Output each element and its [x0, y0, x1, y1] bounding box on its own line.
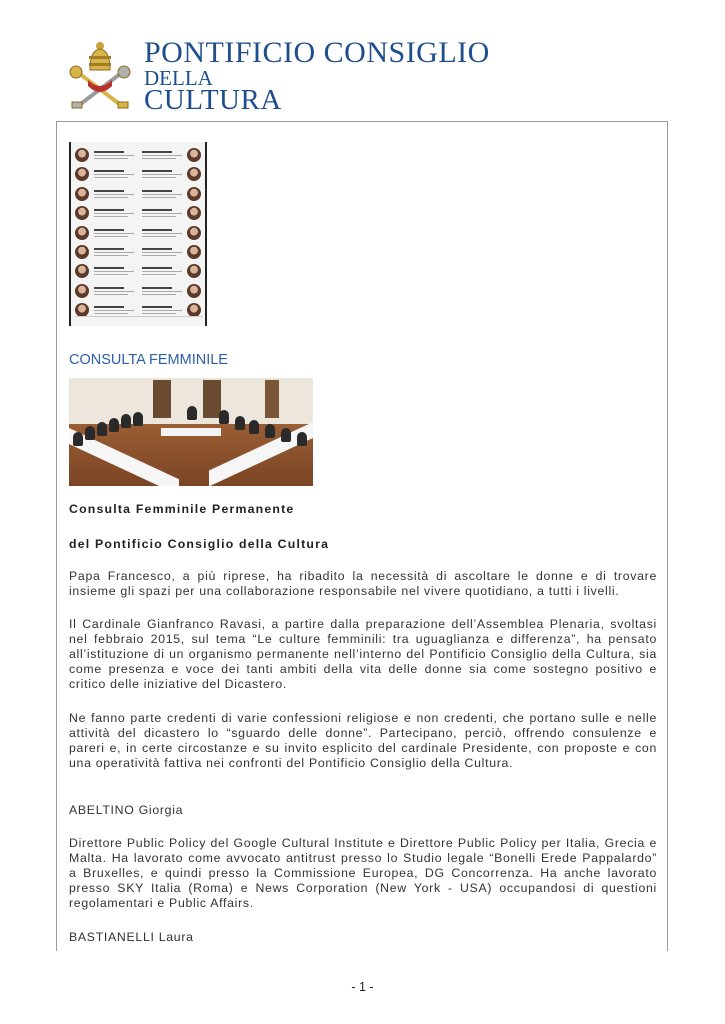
poster-text-line	[94, 252, 134, 253]
poster-text-line	[94, 190, 124, 192]
poster-text-line	[142, 313, 176, 314]
poster-text-line	[94, 197, 128, 198]
poster-text-line	[94, 158, 128, 159]
poster-text-line	[94, 151, 124, 153]
poster-row	[140, 165, 202, 184]
poster-text-line	[142, 174, 182, 175]
poster-row	[74, 185, 136, 204]
paragraph-1	[69, 569, 657, 599]
poster-text-line	[94, 306, 124, 308]
poster-row	[140, 224, 202, 243]
poster-text-line	[142, 155, 182, 156]
photo-person	[219, 410, 229, 424]
poster-text-line	[94, 216, 128, 217]
section-title: CONSULTA FEMMINILE	[69, 352, 228, 368]
poster-text-line	[142, 190, 172, 192]
photo-door	[265, 380, 279, 418]
poster-text-line	[94, 248, 124, 250]
poster-footer	[75, 316, 203, 323]
photo-painting	[203, 380, 221, 418]
poster-text-line	[142, 229, 172, 231]
photo-person	[121, 414, 131, 428]
poster-text-line	[94, 287, 124, 289]
poster-text-line	[142, 252, 182, 253]
photo-person	[85, 426, 95, 440]
portrait-thumbnail	[187, 284, 201, 298]
portrait-thumbnail	[187, 226, 201, 240]
poster-text-line	[142, 213, 182, 214]
poster-row	[140, 243, 202, 262]
header-title-line1: PONTIFICIO CONSIGLIO	[144, 36, 490, 69]
poster-text-line	[94, 170, 124, 172]
photo-person	[133, 412, 143, 426]
poster-text-line	[94, 310, 134, 311]
portrait-thumbnail	[187, 264, 201, 278]
photo-person	[297, 432, 307, 446]
poster-text-line	[142, 274, 176, 275]
poster-text-line	[142, 248, 172, 250]
poster-text-line	[142, 158, 176, 159]
poster-text-line	[142, 294, 176, 295]
poster-text-line	[94, 267, 124, 269]
poster-text-line	[142, 255, 176, 256]
paragraph-3	[69, 711, 657, 771]
portrait-thumbnail	[75, 245, 89, 259]
photo-person	[265, 424, 275, 438]
poster-text-line	[94, 274, 128, 275]
member-name: BASTIANELLI Laura	[69, 930, 194, 944]
photo-table-center	[161, 428, 221, 436]
poster-text-line	[142, 216, 176, 217]
photo-person	[235, 416, 245, 430]
photo-person	[281, 428, 291, 442]
header-title-line2: DELLA	[144, 66, 213, 90]
poster-text-line	[142, 209, 172, 211]
poster-text-line	[94, 194, 134, 195]
poster-text-line	[142, 287, 172, 289]
content-frame	[56, 121, 668, 951]
poster-row	[74, 224, 136, 243]
portrait-thumbnail	[75, 284, 89, 298]
photo-person	[73, 432, 83, 446]
portrait-thumbnail	[75, 148, 89, 162]
poster-row	[74, 243, 136, 262]
photo-person	[97, 422, 107, 436]
poster-column-right	[140, 146, 202, 321]
poster-row	[140, 262, 202, 281]
photo-painting	[153, 380, 171, 418]
poster-row	[74, 165, 136, 184]
portrait-thumbnail	[187, 206, 201, 220]
paragraph-text: Ne fanno parte credenti di varie confessioni religiose e non credenti, che portano sulle e nelle attività del dicastero lo “sguardo delle donne”. Partecipano, perciò, offrendo consulenze e pareri e, in certe circostanze e su invito esplicito del cardinale Presidente, con proposte e con una operatività fattiva nei confronti del Pontificio Consiglio della Cultura.	[69, 711, 657, 770]
poster-row	[140, 204, 202, 223]
member-bio	[69, 836, 657, 911]
header	[68, 38, 488, 114]
poster-text-line	[94, 155, 134, 156]
poster-row	[74, 262, 136, 281]
photo-person	[249, 420, 259, 434]
poster-row	[74, 204, 136, 223]
poster-text-line	[142, 151, 172, 153]
poster-text-line	[94, 294, 128, 295]
poster-text-line	[94, 209, 124, 211]
portrait-thumbnail	[187, 167, 201, 181]
meeting-photo	[69, 378, 313, 486]
members-poster-image	[69, 142, 207, 326]
poster-text-line	[142, 233, 182, 234]
page-number: - 1 -	[351, 980, 374, 994]
poster-row	[140, 185, 202, 204]
poster-row	[140, 282, 202, 301]
poster-text-line	[142, 177, 176, 178]
poster-text-line	[142, 310, 182, 311]
portrait-thumbnail	[75, 226, 89, 240]
poster-text-line	[94, 177, 128, 178]
photo-person	[187, 406, 197, 420]
paragraph-2	[69, 617, 657, 692]
poster-text-line	[142, 236, 176, 237]
portrait-thumbnail	[187, 187, 201, 201]
portrait-thumbnail	[75, 206, 89, 220]
poster-column-left	[74, 146, 136, 321]
papal-crest-icon	[68, 40, 132, 112]
poster-text-line	[142, 271, 182, 272]
portrait-thumbnail	[187, 148, 201, 162]
poster-text-line	[94, 291, 134, 292]
poster-text-line	[94, 229, 124, 231]
heading-pontificio: del Pontificio Consiglio della Cultura	[69, 537, 330, 551]
member-bio-text: Direttore Public Policy del Google Cultural Institute e Direttore Public Policy per Italia, Grecia e Malta. Ha lavorato come avvocato antitrust presso lo Studio legale “Bonelli Erede Pappalardo” a Bruxelles, e quindi presso la Commissione Europea, DG Concorrenza. Ha anche lavorato presso SKY Italia (Roma) e News Corporation (New York - USA) occupandosi di questioni regolamentari e Public Affairs.	[69, 836, 657, 910]
photo-person	[109, 418, 119, 432]
poster-row	[74, 282, 136, 301]
poster-row	[74, 146, 136, 165]
poster-text-line	[94, 255, 128, 256]
poster-text-line	[142, 194, 182, 195]
member-name: ABELTINO Giorgia	[69, 803, 184, 817]
portrait-thumbnail	[75, 187, 89, 201]
portrait-thumbnail	[187, 245, 201, 259]
poster-text-line	[94, 236, 128, 237]
poster-text-line	[142, 170, 172, 172]
poster-text-line	[142, 291, 182, 292]
poster-text-line	[142, 306, 172, 308]
paragraph-text: Papa Francesco, a più riprese, ha ribadito la necessità di ascoltare le donne e di trovare insieme gli spazi per una collaborazione responsabile nel vivere quotidiano, a tutti i livelli.	[69, 569, 657, 598]
poster-row	[140, 146, 202, 165]
portrait-thumbnail	[75, 264, 89, 278]
poster-text-line	[94, 313, 128, 314]
poster-text-line	[94, 271, 134, 272]
poster-text-line	[94, 213, 134, 214]
portrait-thumbnail	[75, 167, 89, 181]
paragraph-text: Il Cardinale Gianfranco Ravasi, a partire dalla preparazione dell’Assemblea Plenaria, svoltasi nel febbraio 2015, sul tema “Le culture femminili: tra uguaglianza e differenza”, ha pensato all’istituzione di un organismo permanente nell’interno del Pontificio Consiglio della Cultura, sia come presenza e voce dei tanti ambiti della vita delle donne sia come sostegno positivo e critico delle iniziative del Dicastero.	[69, 617, 657, 691]
poster-text-line	[94, 233, 134, 234]
header-title-line3: CULTURA	[144, 84, 282, 116]
poster-text-line	[94, 174, 134, 175]
heading-consulta: Consulta Femminile Permanente	[69, 502, 295, 516]
poster-text-line	[142, 267, 172, 269]
poster-text-line	[142, 197, 176, 198]
